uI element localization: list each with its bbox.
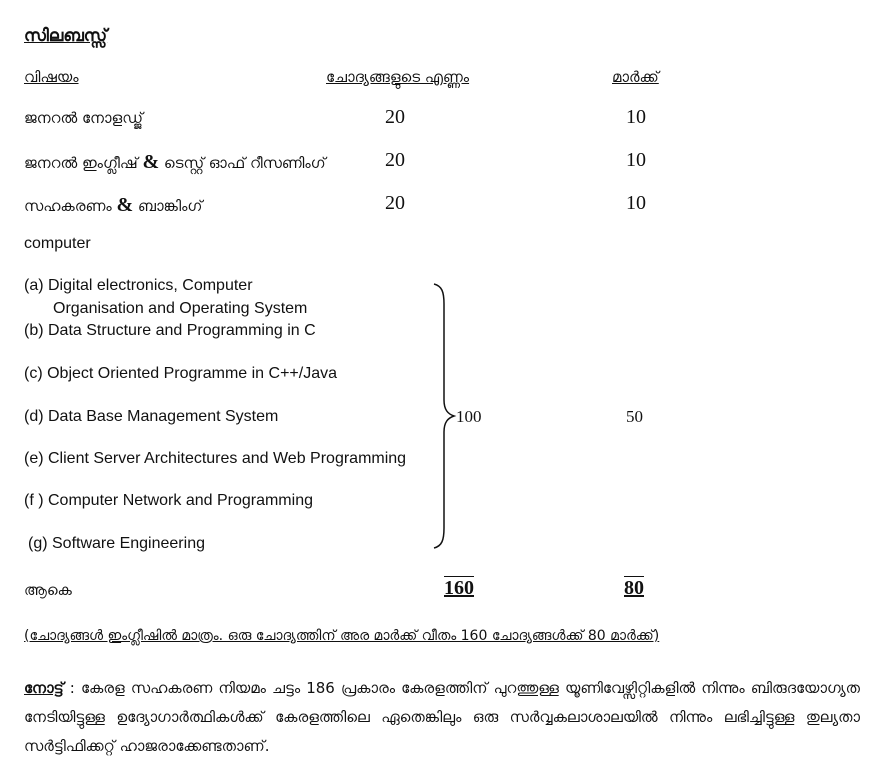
computer-questions: 100 [456, 407, 482, 426]
computer-item: (g) Software Engineering [28, 535, 205, 552]
row-subject: ജനറൽ ഇംഗ്ലീഷ് [24, 154, 138, 172]
computer-label: computer [24, 235, 91, 252]
row-subject: ജനറൽ നോളഡ്ജ് [24, 109, 143, 127]
note-paragraph [24, 674, 860, 761]
computer-item: (c) Object Oriented Programme in C++/Java [24, 365, 338, 382]
footnote: (ചോദ്യങ്ങൾ ഇംഗ്ലീഷിൽ മാത്രം. ഒരു ചോദ്യത്തിന് അര മാർക്ക് വീതം 160 ചോദ്യങ്ങൾക്ക് 80 മാർക്ക്) [24, 628, 660, 644]
ampersand: & [142, 151, 160, 173]
computer-item: (a) Digital electronics, Computer [24, 277, 253, 294]
column-header-marks: മാർക്ക് [612, 68, 659, 86]
table-row [24, 194, 202, 217]
computer-item: Organisation and Operating System [53, 300, 308, 317]
total-label: ആകെ [24, 581, 72, 599]
note-separator: : [69, 679, 75, 697]
computer-item: (f ) Computer Network and Programming [24, 492, 313, 509]
total-questions: 160 [444, 577, 474, 599]
note-text: കേരള സഹകരണ നിയമം ചട്ടം 186 പ്രകാരം കേരളത്തിന് പുറത്തുള്ള യൂണിവേഴ്സിറ്റികളിൽ നിന്നും ബിരുദയോഗ്യത നേടിയിട്ടുള്ള ഉദ്യോഗാർത്ഥികൾക്ക് കേരളത്തിലെ ഏതെങ്കിലും ഒരു സർവ്വകലാശാലയിൽ നിന്നും ലഭിച്ചിട്ടുള്ള തുല്യതാ സർട്ടിഫിക്കറ്റ് ഹാജരാക്കേണ്ടതാണ്. [24, 679, 860, 755]
computer-item: (d) Data Base Management System [24, 408, 279, 425]
row-questions: 20 [385, 106, 405, 128]
row-subject-rest: ടെസ്റ്റ് ഓഫ് റീസണിംഗ് [163, 154, 326, 172]
row-questions: 20 [385, 149, 405, 171]
computer-marks: 50 [626, 407, 643, 426]
row-marks: 10 [626, 192, 646, 214]
column-header-subject: വിഷയം [24, 68, 79, 86]
page-title: സിലബസ്സ് [24, 26, 108, 46]
computer-item: (b) Data Structure and Programming in C [24, 322, 316, 339]
total-marks: 80 [624, 577, 644, 599]
ampersand: & [116, 194, 134, 216]
row-subject-rest: ബാങ്കിംഗ് [137, 197, 203, 215]
computer-item: (e) Client Server Architectures and Web Programming [24, 450, 407, 467]
row-marks: 10 [626, 106, 646, 128]
row-subject: സഹകരണം [24, 197, 112, 215]
row-questions: 20 [385, 192, 405, 214]
column-header-questions: ചോദ്യങ്ങളുടെ എണ്ണം [326, 68, 470, 86]
table-row [24, 109, 143, 127]
note-label: നോട്ട് [24, 679, 64, 697]
table-row [24, 151, 326, 174]
row-marks: 10 [626, 149, 646, 171]
